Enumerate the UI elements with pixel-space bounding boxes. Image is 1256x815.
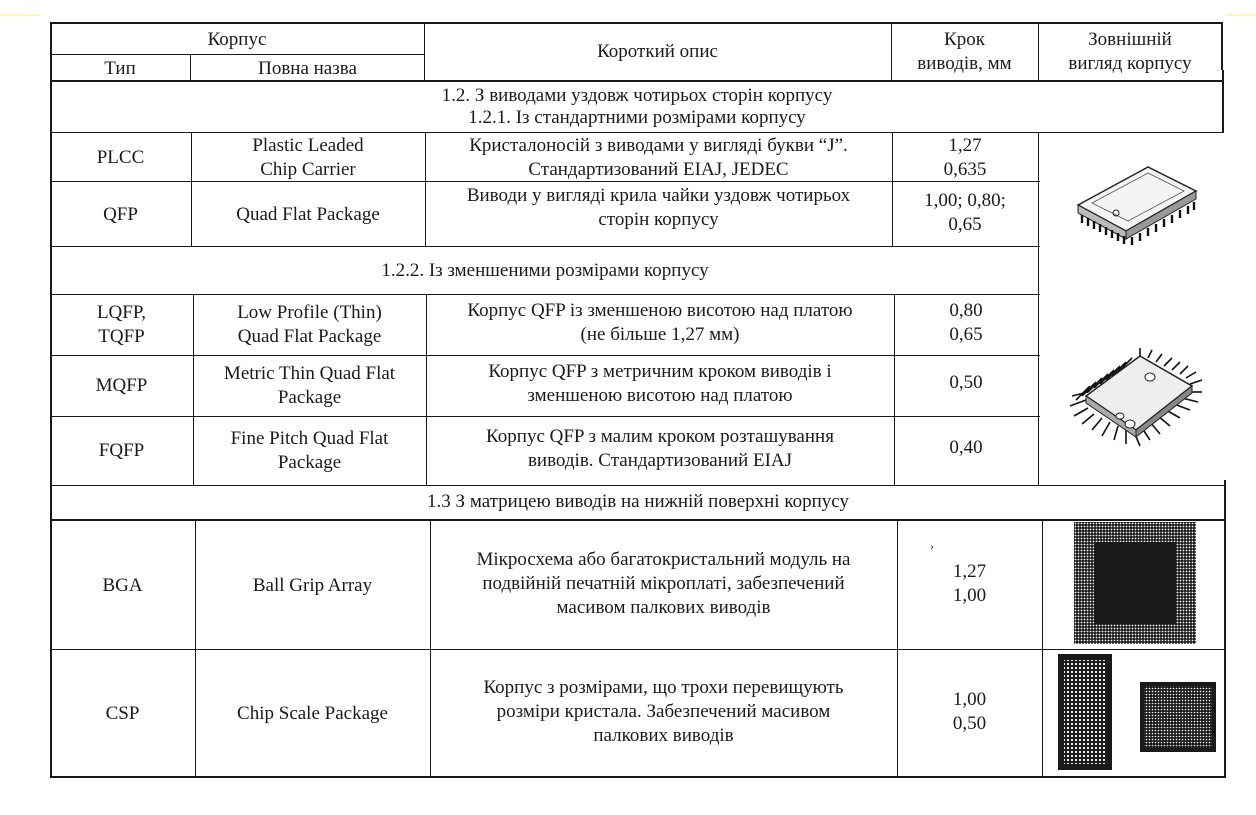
row-qfp-description: Виводи у вигляді крила чайки уздовж чотирьох сторін корпусу xyxy=(466,185,851,230)
row-csp-name: Chip Scale Package xyxy=(237,703,388,724)
header-pitch: Крок виводів, мм xyxy=(917,29,1012,74)
row-lqfp-pitch: 0,80 0,65 xyxy=(949,300,983,345)
header-full-name: Повна назва xyxy=(258,58,357,79)
row-csp-description: Корпус з розмірами, що трохи перевищують розміри кристала. Забезпечений масивом палкових виводів xyxy=(483,677,844,746)
row-mqfp-name: Metric Thin Quad Flat Package xyxy=(223,363,396,408)
plcc-package-icon xyxy=(1068,155,1208,255)
header-appearance: Зовнішній вигляд корпусу xyxy=(1068,29,1192,74)
row-lqfp-name: Low Profile (Thin) Quad Flat Package xyxy=(237,302,382,347)
row-bga-pitch: 1,27 1,00 xyxy=(952,561,987,606)
row-fqfp-description: Корпус QFP з малим кроком розташування виводів. Стандартизований EIAJ xyxy=(486,426,834,471)
row-bga-type: BGA xyxy=(102,575,143,596)
qfp-package-icon xyxy=(1060,340,1210,465)
table-border-bottom xyxy=(50,776,1226,778)
row-plcc-type: PLCC xyxy=(96,147,145,168)
section-heading-1-3: 1.3 З матрицею виводів на нижній поверхні корпусу xyxy=(427,491,849,512)
row-bga-description: Мікросхема або багатокристальний модуль на подвійній печатній мікроплаті, забезпечений масивом палкових виводів xyxy=(476,549,851,618)
row-qfp-name: Quad Flat Package xyxy=(236,204,380,225)
row-qfp-pitch: 1,00; 0,80; 0,65 xyxy=(924,190,1006,235)
row-qfp-type: QFP xyxy=(103,204,138,225)
table-border-right xyxy=(1224,480,1226,777)
row-plcc-name: Plastic Leaded Chip Carrier xyxy=(252,135,364,180)
row-lqfp-description: Корпус QFP із зменшеною висотою над платою (не більше 1,27 мм) xyxy=(467,300,853,345)
header-corpus: Корпус xyxy=(207,29,267,50)
section-heading-1-2-2: 1.2.2. Із зменшеними розмірами корпусу xyxy=(381,260,709,281)
row-fqfp-pitch: 0,40 xyxy=(949,437,983,458)
table-border-top xyxy=(50,22,1222,24)
csp-package-icon xyxy=(1058,654,1220,770)
row-mqfp-pitch: 0,50 xyxy=(949,372,983,393)
row-fqfp-type: FQFP xyxy=(98,440,145,461)
table-border-left xyxy=(50,22,52,777)
row-csp-type: CSP xyxy=(105,703,140,724)
row-mqfp-type: MQFP xyxy=(95,375,148,396)
stray-mark: › xyxy=(930,539,934,553)
row-bga-name: Ball Grip Array xyxy=(252,575,373,596)
row-plcc-description: Кристалоносій з виводами у вигляді букви “J”. Стандартизований EIAJ, JEDEC xyxy=(469,135,848,180)
header-description: Короткий опис xyxy=(597,41,718,62)
header-type: Тип xyxy=(104,58,136,79)
row-plcc-pitch: 1,27 0,635 xyxy=(943,135,987,180)
row-lqfp-type: LQFP, TQFP xyxy=(96,302,147,347)
bga-package-icon xyxy=(1074,522,1196,644)
section-heading-1-2: 1.2. З виводами уздовж чотирьох сторін корпусу 1.2.1. Із стандартними розмірами корпусу xyxy=(441,85,833,128)
row-csp-pitch: 1,00 0,50 xyxy=(952,689,987,734)
row-fqfp-name: Fine Pitch Quad Flat Package xyxy=(230,428,389,473)
row-mqfp-description: Корпус QFP з метричним кроком виводів і зменшеною висотою над платою xyxy=(488,361,832,406)
